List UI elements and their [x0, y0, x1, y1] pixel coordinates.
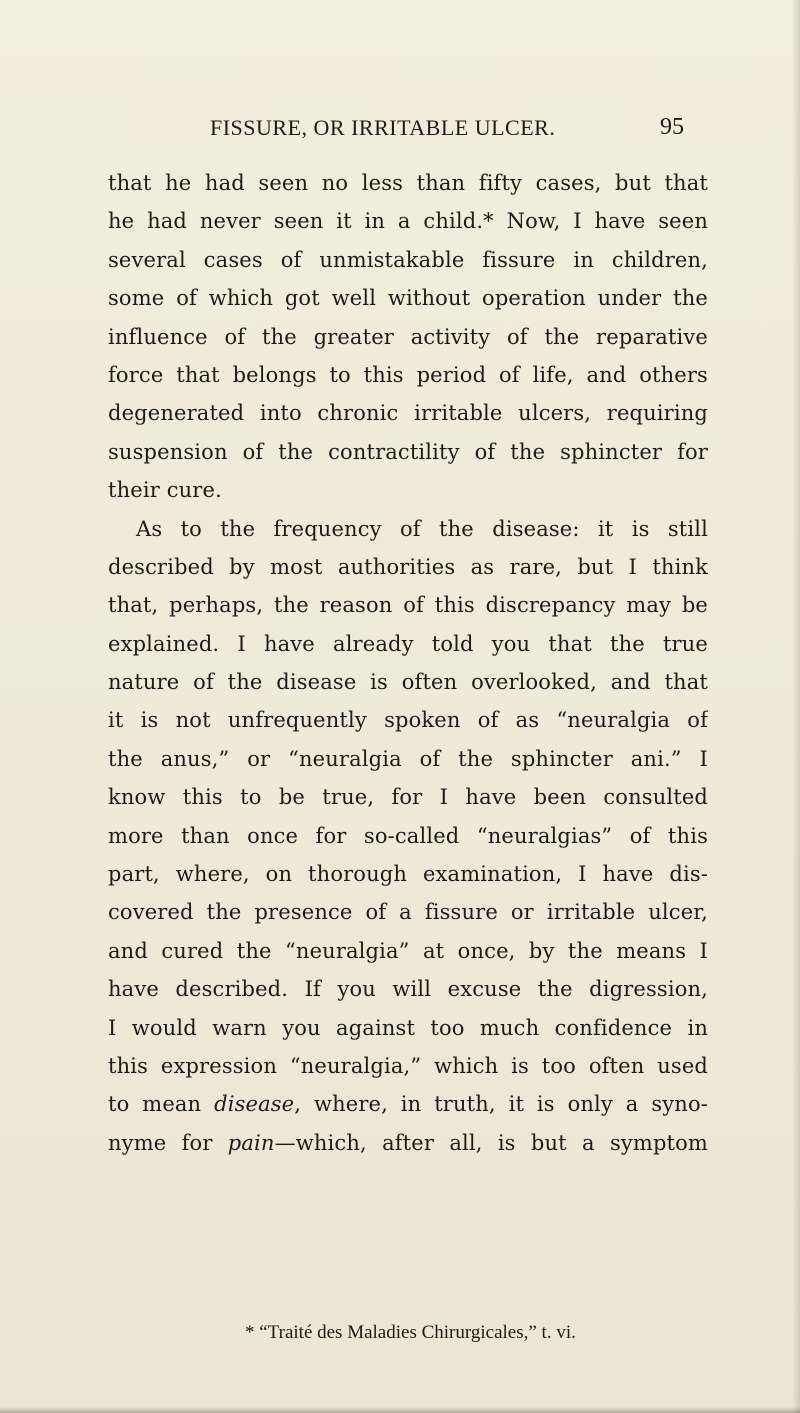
text-line	[108, 1085, 708, 1123]
text-line: I would warn you against too much confidence in	[108, 1015, 708, 1040]
text-line: the anus,” or “neuralgia of the sphincter ani.” I	[108, 746, 708, 771]
text-line	[108, 1124, 708, 1162]
scan-edge-shadow	[792, 0, 800, 1413]
text-line-suffix: —which, after all, is but a symptom	[274, 1130, 708, 1155]
text-line: and cured the “neuralgia” at once, by the means I	[108, 938, 708, 963]
text-line-prefix: nyme for	[108, 1130, 228, 1155]
text-line: he had never seen it in a child.* Now, I have seen	[108, 209, 708, 234]
scan-bottom-shadow	[0, 1407, 800, 1413]
text-line: it is not unfrequently spoken of as “neuralgia of	[108, 708, 708, 733]
text-line: several cases of unmistakable fissure in children,	[108, 247, 708, 272]
text-line-suffix: , where, in truth, it is only a syno-	[294, 1092, 708, 1117]
page-number: 95	[660, 114, 684, 140]
text-line: covered the presence of a fissure or irritable ulcer,	[108, 900, 708, 925]
text-line: influence of the greater activity of the reparative	[108, 324, 708, 349]
text-line: explained. I have already told you that the true	[108, 631, 708, 656]
text-line: know this to be true, for I have been consulted	[108, 785, 708, 810]
text-line: As to the frequency of the disease: it is still	[136, 516, 708, 541]
text-line: their cure.	[108, 478, 222, 503]
text-line: described by most authorities as rare, but I think	[108, 554, 708, 579]
text-line: force that belongs to this period of life, and others	[108, 362, 708, 387]
italic-word: pain	[227, 1130, 275, 1155]
text-line: degenerated into chronic irritable ulcers, requiring	[108, 401, 708, 426]
body-text	[108, 164, 708, 1162]
running-head: FISSURE, OR IRRITABLE ULCER.	[210, 115, 556, 140]
italic-word: disease	[214, 1092, 295, 1117]
footnote: * “Traité des Maladies Chirurgicales,” t. vi.	[245, 1322, 576, 1343]
text-line: nature of the disease is often overlooked, and that	[108, 670, 708, 695]
text-line: part, where, on thorough examination, I have dis-	[108, 862, 708, 887]
text-line: have described. If you will excuse the digression,	[108, 977, 708, 1002]
text-line: this expression “neuralgia,” which is too often used	[108, 1053, 708, 1078]
text-line-prefix: to mean	[108, 1092, 215, 1117]
text-line: that, perhaps, the reason of this discrepancy may be	[108, 593, 708, 618]
text-line: more than once for so-called “neuralgias” of this	[108, 823, 708, 848]
text-line: suspension of the contractility of the sphincter for	[108, 439, 708, 464]
text-line: some of which got well without operation under the	[108, 286, 708, 311]
text-line: that he had seen no less than fifty cases, but that	[108, 171, 708, 195]
